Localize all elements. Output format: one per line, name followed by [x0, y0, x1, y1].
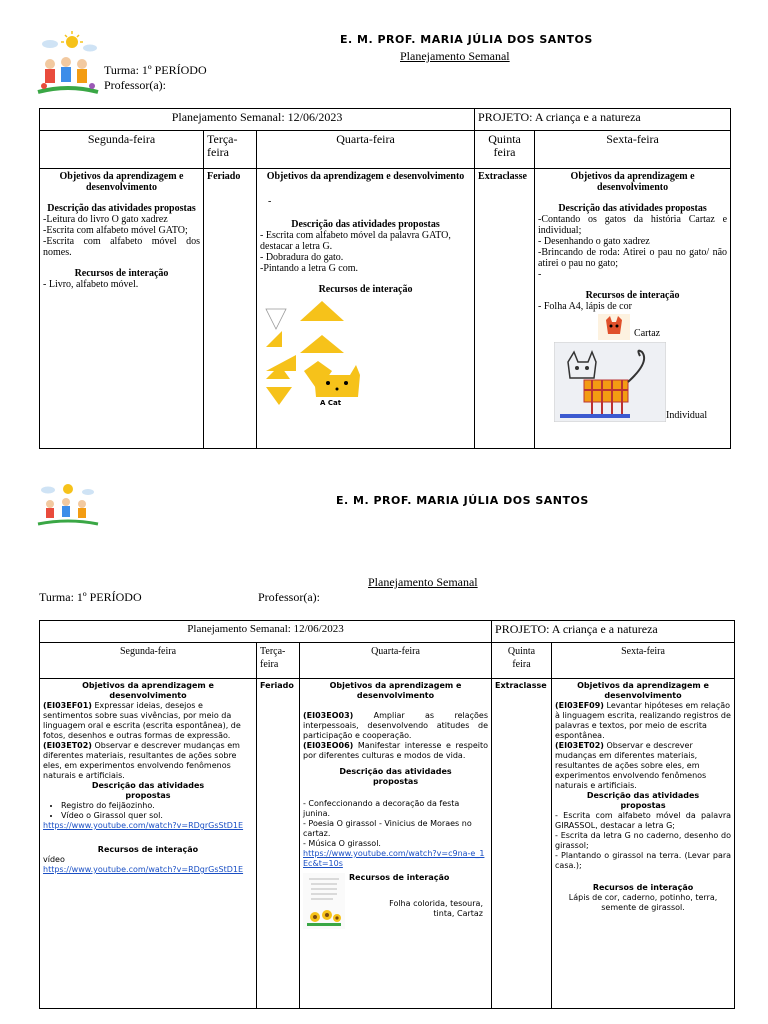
video-link[interactable]: https://www.youtube.com/watch?v=RDgrGsStD1E	[43, 865, 244, 874]
plan-date-cell	[40, 109, 475, 131]
activity-item: - Desenhando o gato xadrez	[538, 236, 650, 247]
day-header-wednesday: Quarta-feira	[300, 643, 492, 679]
activity-item: -Contando os gatos da história Cartaz e individual;	[538, 214, 728, 236]
friday-cell	[552, 679, 735, 1009]
description-title: Descrição das atividades propostas	[558, 203, 707, 214]
objective-text: Observar e descrever mudanças em diferentes materiais, resultantes de ações sobre eles, em experimentos envolvendo fenômenos naturais e artificiais.	[43, 741, 240, 780]
poster-caption: Cartaz	[634, 328, 661, 339]
poem-sunflower-image	[303, 873, 345, 929]
activity-item: - Poesia O girassol - Vinicius de Moraes no cartaz.	[303, 819, 472, 838]
objective-text: Manifestar interesse e respeito por diferentes culturas e modos de vida.	[303, 741, 489, 760]
school-name: E. M. PROF. MARIA JÚLIA DOS SANTOS	[340, 33, 593, 46]
day-header-thursday: Quinta feira	[475, 131, 535, 169]
activity-item: -Escrita com alfabeto móvel GATO;	[43, 225, 188, 236]
day-header-thursday: Quinta feira	[492, 643, 552, 679]
objective-text: Levantar hipóteses em relação à linguagem escrita, realizando registros de palavras e textos, por meio de escrita espontânea.	[555, 701, 731, 740]
description-title: Descrição das atividades propostas	[339, 767, 452, 786]
day-header-friday: Sexta-feira	[552, 643, 735, 679]
professor-label: Professor(a):	[258, 590, 320, 604]
activity-item: -Pintando a letra G com.	[260, 263, 359, 274]
plan-date-cell	[40, 621, 492, 643]
objectives-placeholder: -	[268, 196, 272, 207]
document-subtitle: Planejamento Semanal	[368, 575, 478, 589]
objective-entry	[303, 741, 488, 761]
resources-text: Folha colorida, tesoura, tinta, Cartaz	[389, 899, 483, 918]
bncc-code: (EI03ET02)	[43, 741, 92, 750]
weekly-plan-table-2	[39, 620, 735, 1009]
resources-title: Recursos de interação	[318, 284, 413, 295]
monday-cell	[40, 169, 204, 449]
description-title: Descrição das atividades propostas	[291, 219, 440, 230]
image-caption: A Cat	[320, 399, 342, 407]
day-header-friday: Sexta-feira	[535, 131, 731, 169]
objectives-title: Objetivos da aprendizagem e desenvolvimento	[577, 681, 709, 700]
objectives-title: Objetivos da aprendizagem e desenvolvimento	[266, 171, 465, 182]
objectives-title: Objetivos da aprendizagem e desenvolvimento	[329, 681, 462, 700]
description-title: Descrição das atividades propostas	[47, 203, 196, 214]
friday-cell	[535, 169, 731, 449]
resources-text: - Livro, alfabeto móvel.	[43, 279, 139, 290]
activity-item: - Música O girassol.	[303, 839, 381, 848]
professor-label: Professor(a):	[104, 78, 166, 92]
project-cell	[475, 109, 731, 131]
school-name: E. M. PROF. MARIA JÚLIA DOS SANTOS	[336, 494, 589, 507]
cat-poster-image	[598, 314, 630, 340]
bncc-code: (EI03EO03)	[303, 711, 354, 720]
resources-title: Recursos de interação	[97, 845, 199, 854]
list-item: • Vídeo o Girassol quer sol.	[61, 811, 253, 821]
school-logo-illustration	[36, 480, 100, 528]
activity-item: - Dobradura do gato.	[260, 252, 344, 263]
objectives-title: Objetivos da aprendizagem e desenvolvimento	[82, 681, 214, 700]
objective-text: Expressar ideias, desejos e sentimentos sobre suas vivências, por meio da linguagem oral e escrita (escrita espontânea), de fotos, desenhos e outras formas de expressão.	[43, 701, 241, 740]
bncc-code: (EI03EF01)	[43, 701, 92, 710]
objective-entry	[555, 701, 731, 741]
thursday-cell: Extraclasse	[475, 169, 535, 449]
origami-cat-image	[260, 301, 370, 411]
school-logo-illustration	[36, 30, 100, 100]
turma-label: Turma: 1º PERÍODO	[104, 63, 207, 77]
activity-item: - Confeccionando a decoração da festa junina.	[303, 799, 460, 818]
bncc-code: (EI03EO06)	[303, 741, 354, 750]
thursday-cell: Extraclasse	[492, 679, 552, 1009]
activity-item: -Brincando de roda: Atirei o pau no gato/ não atirei o pau no gato;	[538, 247, 728, 269]
monday-cell	[40, 679, 257, 1009]
objectives-title: Objetivos da aprendizagem e desenvolvimento	[59, 171, 184, 193]
tuesday-cell: Feriado	[257, 679, 300, 1009]
list-item: • Registro do feijãozinho.	[61, 801, 253, 811]
day-header-wednesday: Quarta-feira	[257, 131, 475, 169]
resources-text: Lápis de cor, caderno, potinho, terra, semente de girassol.	[568, 893, 718, 912]
objectives-title: Objetivos da aprendizagem e desenvolvimento	[570, 171, 695, 193]
tuesday-cell: Feriado	[204, 169, 257, 449]
day-header-monday: Segunda-feira	[40, 643, 257, 679]
objective-text: Ampliar as relações interpessoais, desenvolvendo atitudes de participação e cooperação.	[303, 711, 489, 740]
resources-text: vídeo	[43, 855, 65, 864]
individual-caption: Individual	[666, 410, 708, 421]
activity-item: - Escrita com alfabeto móvel da palavra GIRASSOL, destacar a letra G;	[555, 811, 732, 830]
day-header-tuesday: Terça- feira	[204, 131, 257, 169]
bncc-code: (EI03ET02)	[555, 741, 604, 750]
plan-date: Planejamento Semanal: 12/06/2023	[187, 623, 344, 635]
project-cell	[492, 621, 735, 643]
day-header-monday: Segunda-feira	[40, 131, 204, 169]
weekly-plan-table-1	[39, 108, 731, 449]
resources-title: Recursos de interação	[349, 873, 450, 882]
video-link[interactable]: https://www.youtube.com/watch?v=c9na-e_1Ec&t=10s	[303, 849, 485, 868]
objective-entry	[555, 741, 731, 791]
activity-item: - Plantando o girassol na terra. (Levar para casa.);	[555, 851, 732, 870]
activity-item: - Escrita com alfabeto móvel da palavra GATO, destacar a letra G.	[260, 230, 451, 252]
activity-list	[43, 801, 253, 821]
objective-entry	[303, 711, 488, 741]
description-title: Descrição das atividades propostas	[91, 781, 205, 800]
description-title: Descrição das atividades propostas	[586, 791, 700, 810]
activity-item: -Leitura do livro O gato xadrez	[43, 214, 168, 225]
plan-date: Planejamento Semanal: 12/06/2023	[171, 110, 343, 124]
turma-label: Turma: 1º PERÍODO	[39, 590, 142, 604]
activity-item: -Escrita com alfabeto móvel dos nomes.	[43, 236, 200, 258]
resources-title: Recursos de interação	[585, 290, 680, 301]
resources-text: - Folha A4, lápis de cor	[538, 301, 632, 312]
cat-drawing-image	[554, 342, 666, 422]
resources-title: Recursos de interação	[592, 883, 694, 892]
project-title: PROJETO: A criança e a natureza	[495, 622, 658, 636]
wednesday-cell	[257, 169, 475, 449]
project-title: PROJETO: A criança e a natureza	[478, 110, 641, 124]
day-header-tuesday: Terça- feira	[257, 643, 300, 679]
activity-item: - Escrita da letra G no caderno, desenho do girassol;	[555, 831, 732, 850]
objective-entry	[43, 741, 253, 781]
activity-item: -	[538, 269, 542, 280]
document-subtitle: Planejamento Semanal	[400, 49, 510, 63]
video-link[interactable]: https://www.youtube.com/watch?v=RDgrGsStD1E	[43, 821, 244, 830]
resources-title: Recursos de interação	[74, 268, 169, 279]
objective-entry	[43, 701, 253, 741]
bncc-code: (EI03EF09)	[555, 701, 604, 710]
wednesday-cell	[300, 679, 492, 1009]
objective-text: Observar e descrever mudanças em diferentes materiais, resultantes de ações sobre eles, em experimentos envolvendo fenômenos naturais e artificiais.	[555, 741, 707, 790]
